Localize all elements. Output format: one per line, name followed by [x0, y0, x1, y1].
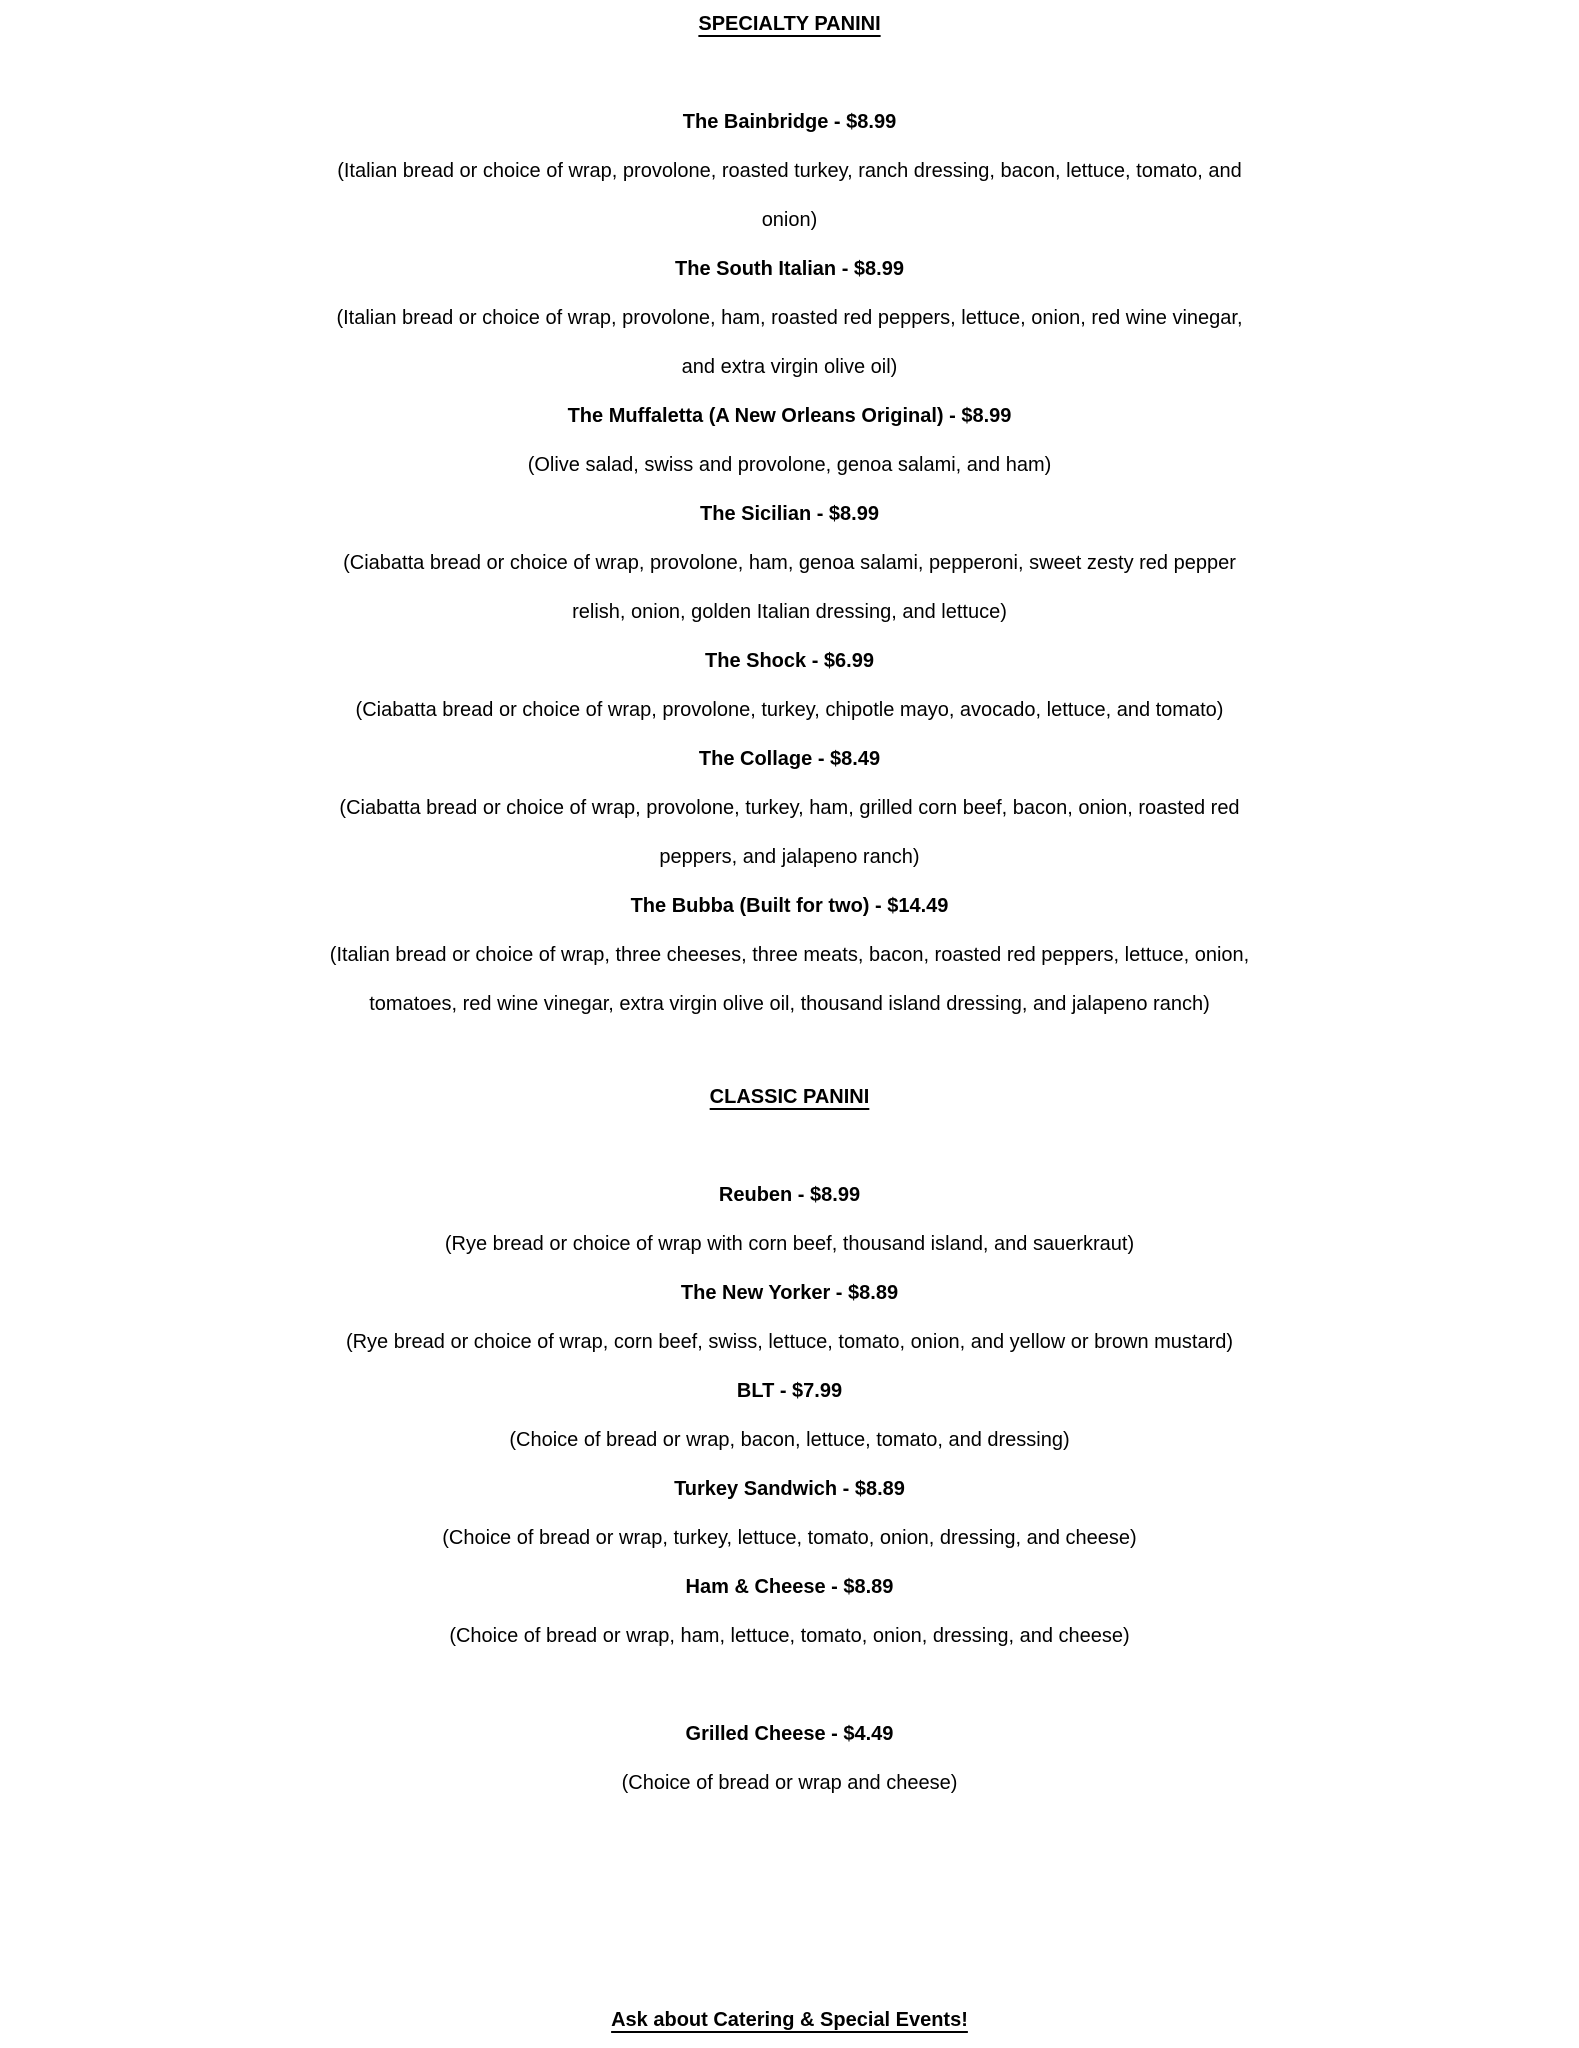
item-desc-bainbridge-line-2: onion)	[761, 209, 818, 231]
item-desc-shock-line-1: (Ciabatta bread or choice of wrap, provolone, turkey, chipotle mayo, avocado, lettuce, and tomato)	[355, 699, 1224, 721]
item-title-turkey-sandwich: Turkey Sandwich - $8.89	[674, 1478, 905, 1500]
item-desc-new-yorker-line-1: (Rye bread or choice of wrap, corn beef, swiss, lettuce, tomato, onion, and yellow or brown mustard)	[345, 1331, 1234, 1353]
item-desc-ham-cheese-line-1: (Choice of bread or wrap, ham, lettuce, tomato, onion, dressing, and cheese)	[449, 1625, 1130, 1647]
item-desc-turkey-sandwich-line-1: (Choice of bread or wrap, turkey, lettuce, tomato, onion, dressing, and cheese)	[442, 1527, 1137, 1549]
item-desc-blt-line-1: (Choice of bread or wrap, bacon, lettuce, tomato, and dressing)	[509, 1429, 1070, 1451]
item-title-sicilian: The Sicilian - $8.99	[700, 503, 879, 525]
item-title-blt: BLT - $7.99	[736, 1380, 843, 1402]
item-title-ham-cheese: Ham & Cheese - $8.89	[685, 1576, 894, 1598]
item-title-bubba: The Bubba (Built for two) - $14.49	[630, 895, 949, 917]
item-desc-bainbridge-line-1: (Italian bread or choice of wrap, provolone, roasted turkey, ranch dressing, bacon, lettuce, tomato, and	[337, 160, 1242, 182]
item-desc-muffaletta-line-1: (Olive salad, swiss and provolone, genoa salami, and ham)	[527, 454, 1052, 476]
specialty-heading: SPECIALTY PANINI	[698, 13, 881, 35]
classic-heading: CLASSIC PANINI	[709, 1086, 870, 1108]
item-title-reuben: Reuben - $8.99	[718, 1184, 861, 1206]
item-desc-grilled-cheese-line-1: (Choice of bread or wrap and cheese)	[621, 1772, 958, 1794]
item-desc-bubba-line-1: (Italian bread or choice of wrap, three cheeses, three meats, bacon, roasted red peppers, lettuce, onion,	[329, 944, 1250, 966]
item-desc-collage-line-1: (Ciabatta bread or choice of wrap, provolone, turkey, ham, grilled corn beef, bacon, onion, roasted red	[339, 797, 1240, 819]
item-title-muffaletta: The Muffaletta (A New Orleans Original) - $8.99	[567, 405, 1012, 427]
item-desc-south-italian-line-1: (Italian bread or choice of wrap, provolone, ham, roasted red peppers, lettuce, onion, red wine vinegar,	[336, 307, 1243, 329]
item-title-new-yorker: The New Yorker - $8.89	[680, 1282, 899, 1304]
catering-footer: Ask about Catering & Special Events!	[611, 2009, 968, 2031]
item-desc-sicilian-line-2: relish, onion, golden Italian dressing, and lettuce)	[572, 601, 1007, 623]
item-title-collage: The Collage - $8.49	[698, 748, 881, 770]
item-title-bainbridge: The Bainbridge - $8.99	[682, 111, 897, 133]
item-desc-reuben-line-1: (Rye bread or choice of wrap with corn beef, thousand island, and sauerkraut)	[444, 1233, 1135, 1255]
item-title-shock: The Shock - $6.99	[705, 650, 874, 672]
item-desc-sicilian-line-1: (Ciabatta bread or choice of wrap, provolone, ham, genoa salami, pepperoni, sweet zesty red pepper	[343, 552, 1236, 574]
item-desc-south-italian-line-2: and extra virgin olive oil)	[681, 356, 898, 378]
item-title-south-italian: The South Italian - $8.99	[675, 258, 904, 280]
item-title-grilled-cheese: Grilled Cheese - $4.49	[685, 1723, 894, 1745]
item-desc-collage-line-2: peppers, and jalapeno ranch)	[659, 846, 920, 868]
item-desc-bubba-line-2: tomatoes, red wine vinegar, extra virgin olive oil, thousand island dressing, and jalapeno ranch)	[369, 993, 1210, 1015]
